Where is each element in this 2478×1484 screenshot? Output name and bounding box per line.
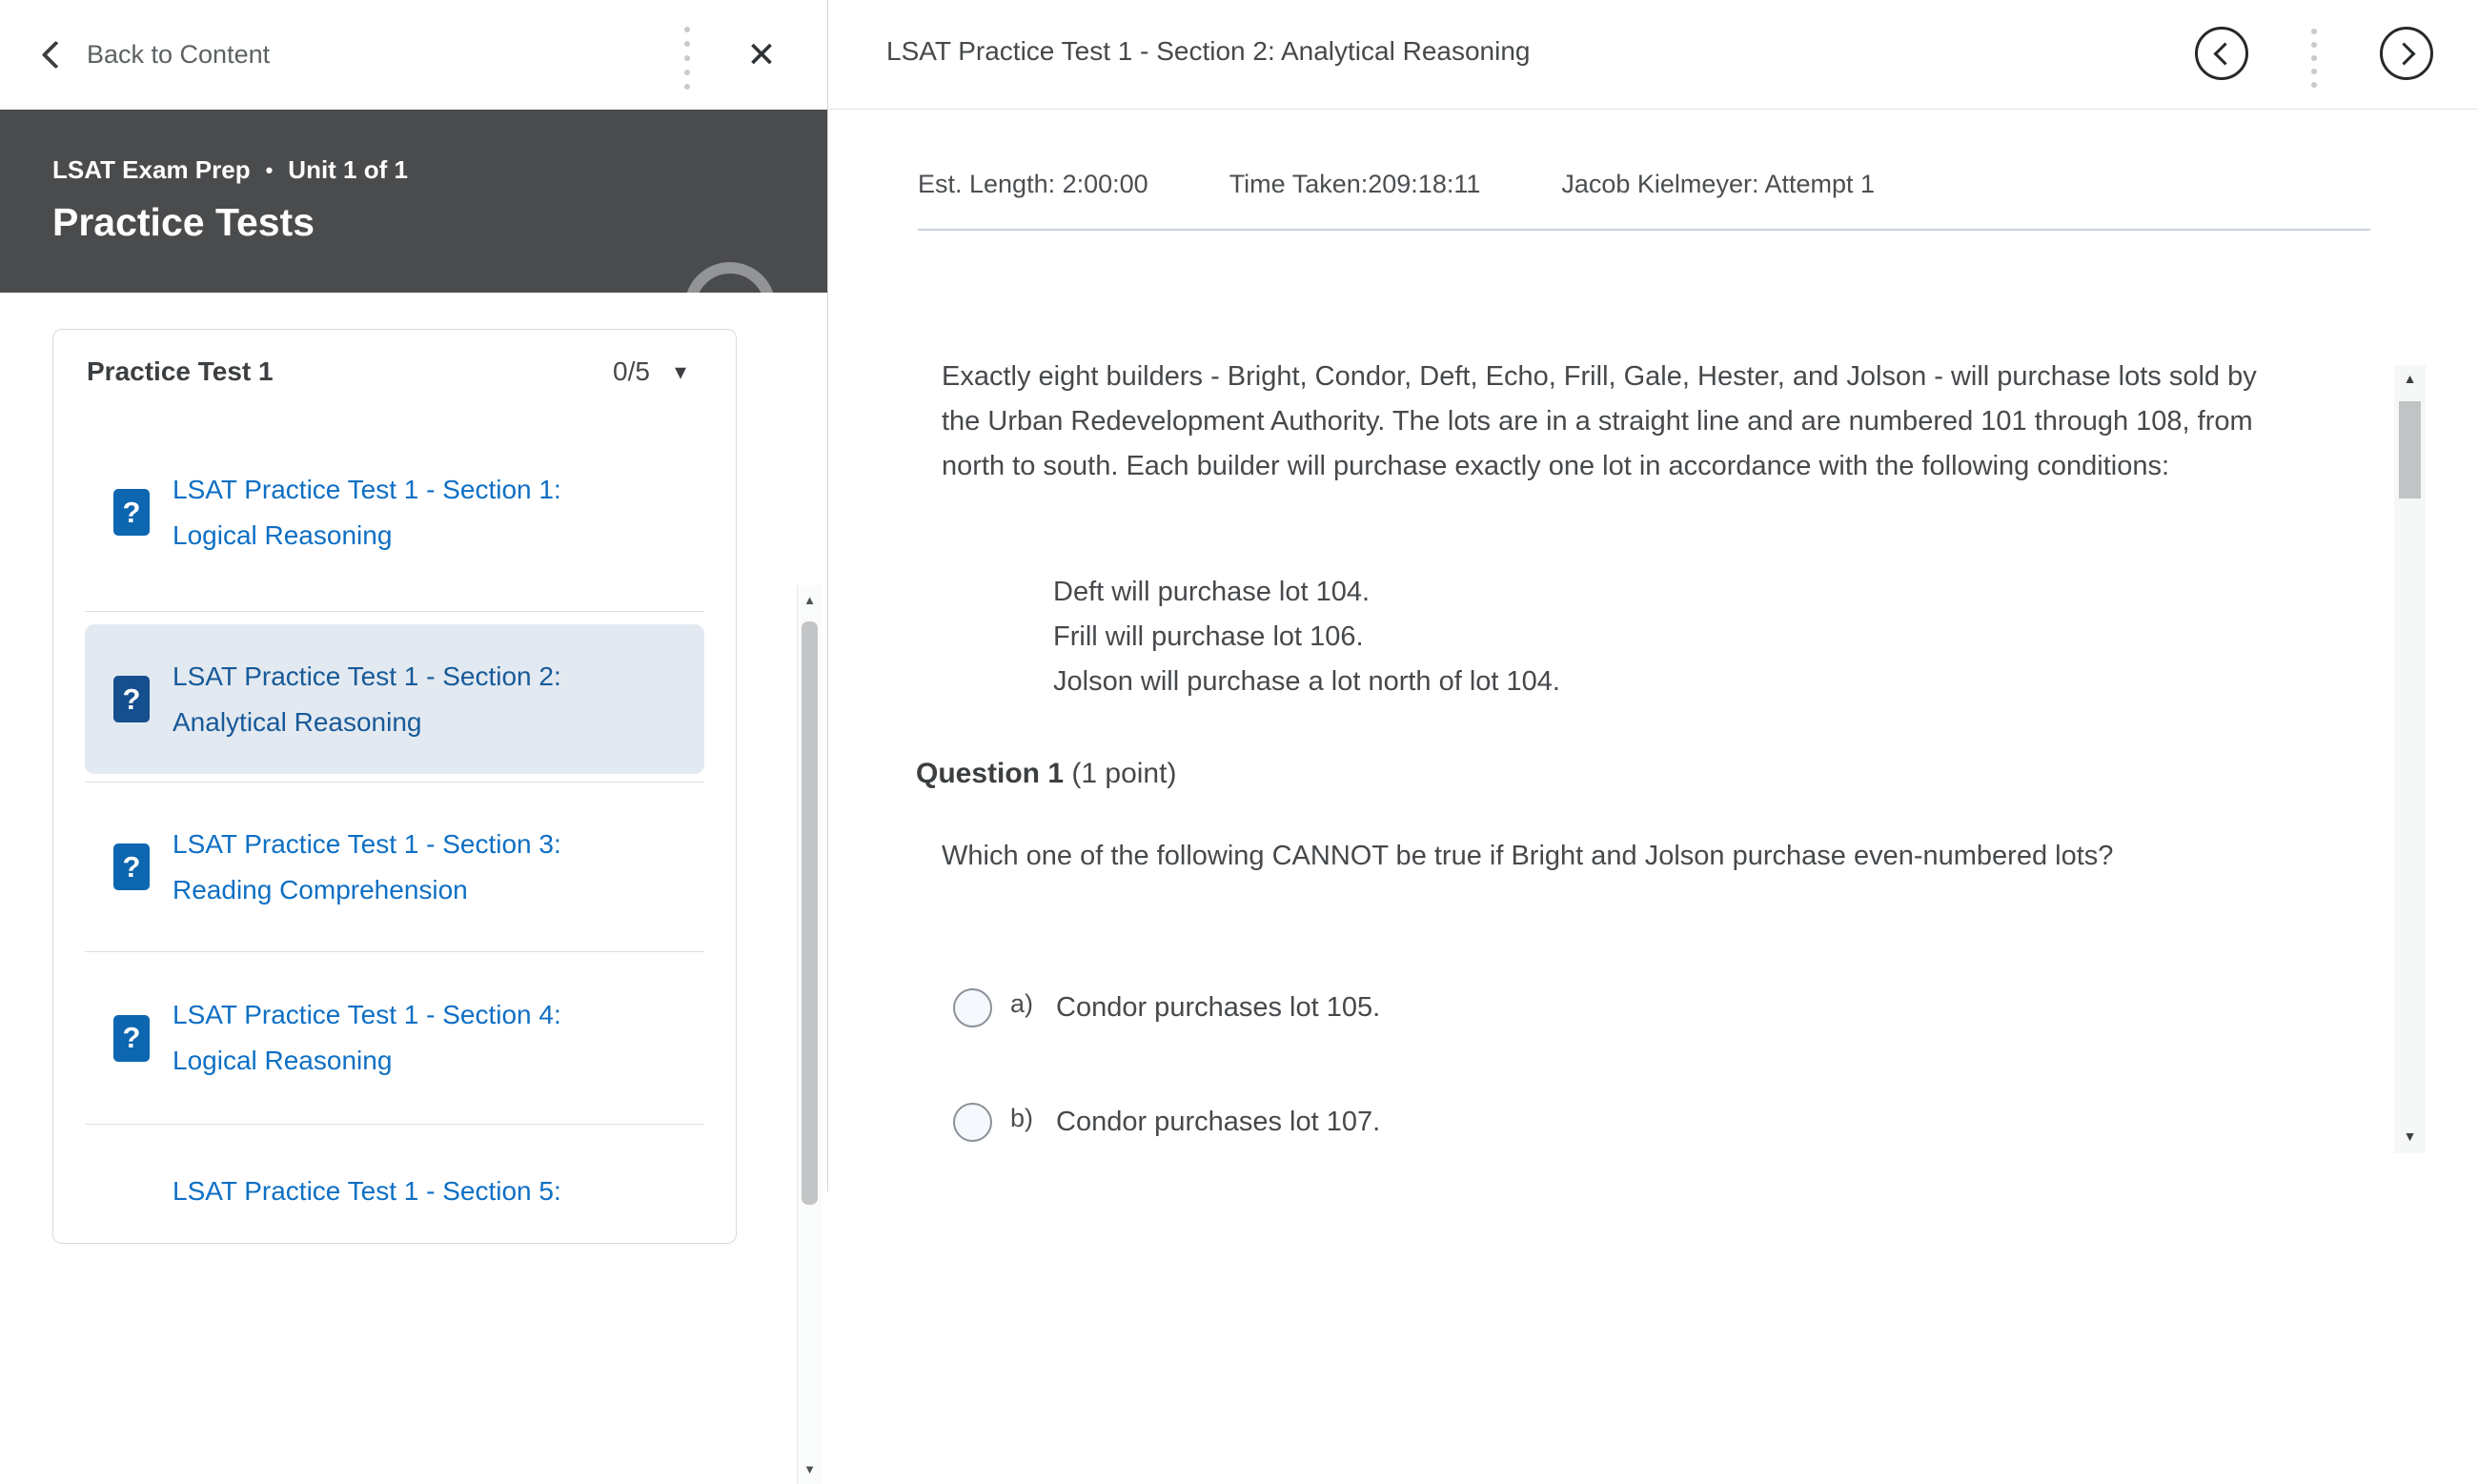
quiz-icon: ?	[113, 844, 150, 890]
close-icon: ✕	[746, 34, 777, 74]
toc-item-label[interactable]: LSAT Practice Test 1 - Section 3: Reading Comprehension	[173, 828, 561, 905]
sidebar-scrollbar[interactable]	[797, 585, 822, 1484]
toc-section-header[interactable]	[53, 330, 736, 414]
toc-card	[52, 329, 737, 1244]
est-length: Est. Length: 2:00:00	[918, 170, 1148, 198]
chevron-down-icon: ▾	[674, 358, 686, 385]
toc-item-section-1[interactable]	[53, 414, 736, 611]
toc-item-section-3[interactable]	[53, 783, 736, 951]
question-text: Which one of the following CANNOT be true if Bright and Jolson purchase even-numbered lots?	[942, 841, 2114, 871]
chevron-left-icon	[2213, 42, 2236, 65]
left-panel-body	[0, 293, 827, 1476]
unit-title: Practice Tests	[52, 200, 315, 244]
quiz-icon: ?	[113, 1015, 150, 1062]
sidebar-scrollbar-thumb[interactable]	[802, 621, 818, 1205]
scroll-up-arrow-icon[interactable]: ▲	[803, 593, 816, 607]
quiz-title: LSAT Practice Test 1 - Section 2: Analytical Reasoning	[886, 36, 1531, 66]
toc-item-section-5[interactable]	[53, 1125, 736, 1258]
toc-item-label[interactable]: LSAT Practice Test 1 - Section 5:	[173, 1176, 561, 1206]
option-text: Condor purchases lot 107.	[1056, 1107, 1381, 1137]
back-to-content-label: Back to Content	[87, 40, 271, 69]
answer-option-a	[953, 988, 1380, 1027]
attempt-meta-row	[918, 170, 1875, 199]
selected-item-highlight[interactable]	[85, 624, 704, 774]
panel-drag-dots-icon[interactable]	[684, 27, 690, 90]
toc-item-section-4[interactable]	[53, 952, 736, 1124]
unit-counter: Unit 1 of 1	[288, 155, 408, 184]
chevron-right-icon	[2392, 42, 2415, 65]
condition-line: Jolson will purchase a lot north of lot 104.	[1053, 666, 1560, 697]
question-points: (1 point)	[1071, 758, 1177, 789]
nav-separator-dots-icon	[2311, 29, 2317, 88]
close-panel-button[interactable]	[734, 25, 789, 84]
back-to-content-link[interactable]	[46, 0, 270, 110]
radio-button-b[interactable]	[953, 1103, 992, 1142]
quiz-icon: ?	[113, 489, 150, 536]
radio-button-a[interactable]	[953, 988, 992, 1027]
question-number: Question 1	[916, 758, 1065, 789]
question-heading	[916, 758, 1176, 790]
toc-item-label[interactable]: LSAT Practice Test 1 - Section 4: Logical Reasoning	[173, 1000, 561, 1075]
toc-item-label[interactable]: LSAT Practice Test 1 - Section 2: Analytical Reasoning	[173, 661, 561, 737]
banner-breadcrumb	[52, 155, 408, 185]
condition-line: Frill will purchase lot 106.	[1053, 621, 1364, 652]
content-scrollbar[interactable]	[2394, 365, 2426, 1153]
option-text: Condor purchases lot 105.	[1056, 992, 1381, 1023]
toc-section-progress: 0/5	[613, 356, 650, 386]
time-taken: Time Taken:209:18:11	[1229, 170, 1481, 198]
answer-option-b	[953, 1103, 1380, 1142]
bullet-separator: •	[265, 157, 274, 182]
next-button[interactable]	[2380, 27, 2433, 80]
content-scrollbar-thumb[interactable]	[2399, 401, 2421, 498]
toc-item-section-2-selected[interactable]	[53, 612, 736, 782]
quiz-header	[828, 0, 2478, 110]
scroll-down-arrow-icon[interactable]: ▼	[2403, 1128, 2417, 1144]
toc-item-label[interactable]: LSAT Practice Test 1 - Section 1: Logical Reasoning	[173, 474, 561, 550]
back-chevron-icon	[42, 41, 71, 70]
condition-line: Deft will purchase lot 104.	[1053, 577, 1371, 607]
question-content-area	[828, 231, 2478, 1191]
option-letter: a)	[1010, 989, 1034, 1018]
option-letter: b)	[1010, 1104, 1034, 1132]
scroll-up-arrow-icon[interactable]: ▲	[2403, 371, 2417, 386]
course-name: LSAT Exam Prep	[52, 155, 251, 184]
unit-banner	[0, 110, 827, 293]
left-panel	[0, 0, 827, 1476]
previous-button[interactable]	[2195, 27, 2248, 80]
scroll-down-arrow-icon[interactable]: ▼	[803, 1462, 816, 1476]
left-panel-header	[0, 0, 827, 110]
quiz-icon: ?	[113, 676, 150, 722]
attempt-info: Jacob Kielmeyer: Attempt 1	[1561, 170, 1876, 198]
passage-text: Exactly eight builders - Bright, Condor, Deft, Echo, Frill, Gale, Hester, and Jolson - will purchase lots sold by the Urban Redevelopment Authority. The lots are in a straight line and are numbered 101 through 108, from north to south. Each builder will purchase exactly one lot in accordance with the following conditions:	[942, 361, 2257, 481]
quiz-content-panel	[828, 0, 2478, 1191]
passage-conditions	[1053, 570, 1560, 704]
toc-section-title: Practice Test 1	[87, 356, 274, 386]
